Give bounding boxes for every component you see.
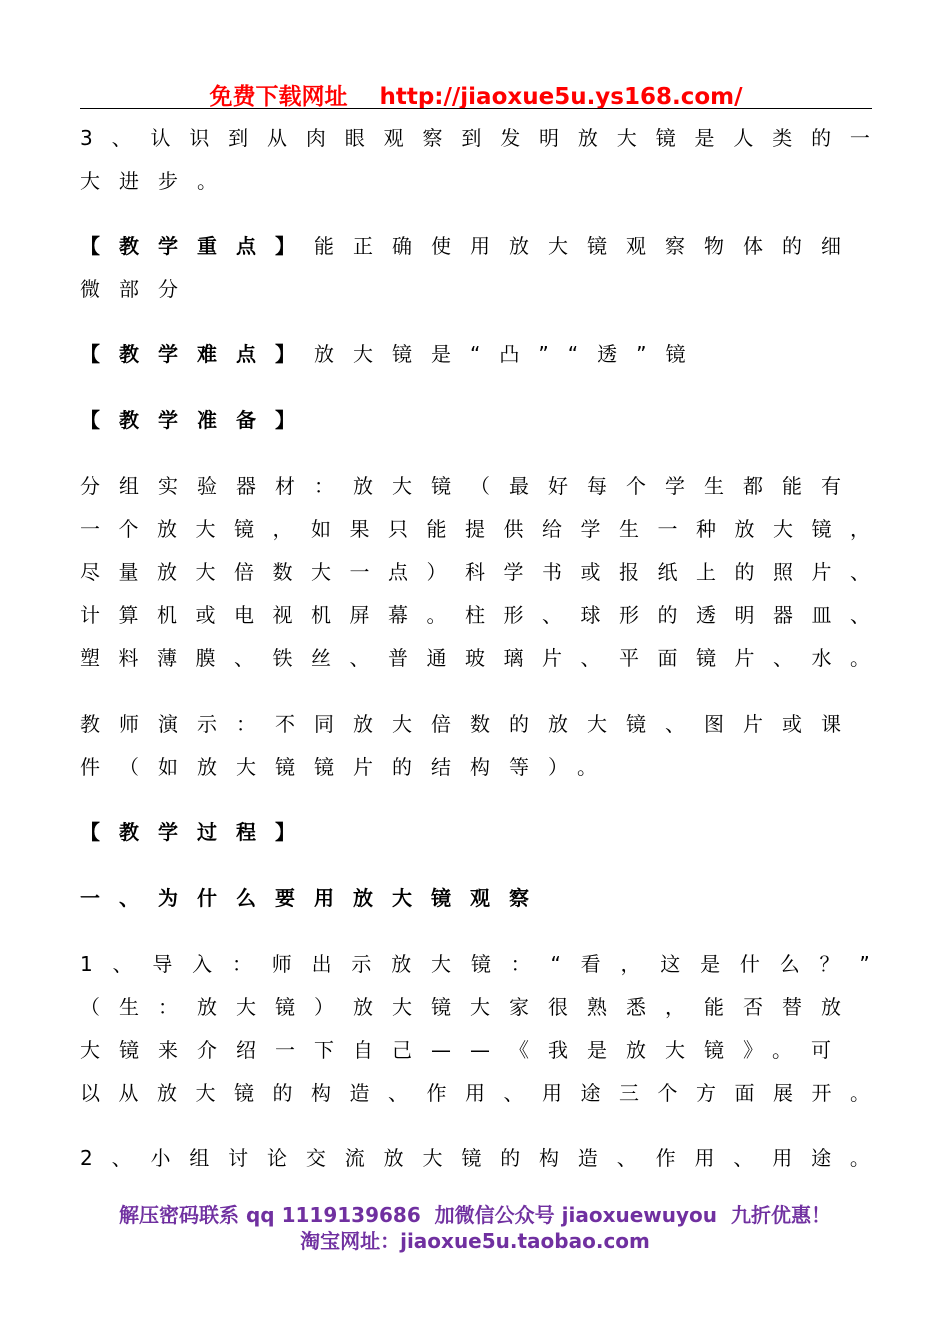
text-glyph: 璃 (503, 646, 524, 670)
text-glyph: 大 (195, 1081, 216, 1105)
text-glyph: 一 (349, 560, 370, 584)
text-glyph: 用 (542, 1081, 562, 1105)
text-glyph: 以 (80, 1081, 100, 1105)
text-glyph: 量 (118, 560, 139, 584)
text-glyph: 倍 (234, 560, 254, 584)
text-glyph: 算 (118, 603, 139, 627)
text-glyph: 的 (657, 603, 678, 627)
header-url-link[interactable]: http://jiaoxue5u.ys168.com/ (379, 84, 743, 110)
text-glyph: 放 (157, 517, 177, 541)
teacher-demo-line-1: 教师演示：不同放大倍数的放大镜、图片或课 (80, 712, 860, 736)
text-glyph: 小 (150, 1146, 171, 1170)
text-glyph: 报 (619, 560, 639, 584)
text-glyph: ” (859, 952, 870, 976)
teacher-demo-line-2: 件（如放大镜镜片的结构等）。 (80, 755, 616, 779)
text-glyph: 、 (733, 1146, 754, 1170)
step1-line-2: （生：放大镜）放大镜大家很熟悉，能否替放 (80, 995, 860, 1019)
text-glyph: 玻 (465, 646, 485, 670)
difficulty (80, 342, 704, 366)
text-glyph: 放 (577, 126, 598, 150)
text-glyph: 镜 (461, 1146, 482, 1170)
text-glyph: 眼 (344, 126, 365, 150)
objective-line-2: 大进步。 (80, 169, 236, 193)
text-glyph: 料 (118, 646, 139, 670)
text-glyph: 大 (311, 560, 331, 584)
text-glyph: 镜 (470, 952, 491, 976)
text-glyph: 大 (422, 1146, 443, 1170)
text-glyph: 通 (426, 646, 447, 670)
text-glyph: 论 (267, 1146, 288, 1170)
footer-contact: 解压密码联系 qq 1119139686 加微信公众号 jiaoxuewuyou 九折优惠！ (119, 1203, 831, 1227)
text-glyph: 形 (503, 603, 524, 627)
text-glyph: 。 (850, 646, 870, 670)
text-glyph: 展 (773, 1081, 793, 1105)
text-glyph: 师 (271, 952, 292, 976)
text-glyph: 、 (850, 603, 870, 627)
text-glyph: 、 (388, 1081, 408, 1105)
text-glyph: 学 (503, 560, 524, 584)
text-glyph: 、 (111, 126, 132, 150)
text-glyph: 到 (228, 126, 249, 150)
text-glyph: 从 (118, 1081, 139, 1105)
text-glyph: 看 (580, 952, 601, 976)
key-point-text: 能正确使用放大镜观察物体的细 (314, 234, 860, 258)
text-glyph: 途 (811, 1146, 832, 1170)
text-glyph: 从 (267, 126, 288, 150)
text-glyph: 大 (616, 126, 637, 150)
text-glyph: 是 (700, 952, 721, 976)
group-materials-line-2 (80, 517, 870, 541)
text-glyph: 电 (234, 603, 254, 627)
section1-heading: 一、为什么要用放大镜观察 (80, 886, 548, 910)
text-glyph: ， (850, 517, 870, 541)
text-glyph: 用 (772, 1146, 793, 1170)
text-glyph: 导 (152, 952, 173, 976)
process-heading: 【教学过程】 (80, 820, 314, 844)
text-glyph: 大 (773, 517, 793, 541)
text-glyph: 丝 (311, 646, 331, 670)
text-glyph: 大 (431, 952, 452, 976)
text-glyph: 观 (383, 126, 404, 150)
text-glyph: ， (620, 952, 641, 976)
text-glyph: 作 (426, 1081, 447, 1105)
text-glyph: 书 (542, 560, 562, 584)
text-glyph: 发 (500, 126, 521, 150)
text-glyph: 、 (773, 646, 793, 670)
text-glyph: 流 (344, 1146, 365, 1170)
group-materials-line-5 (80, 646, 870, 670)
text-glyph: 明 (539, 126, 560, 150)
text-glyph: 2 (80, 1146, 93, 1170)
text-glyph: 或 (580, 560, 601, 584)
text-glyph: 只 (388, 517, 408, 541)
text-glyph: 放 (157, 560, 177, 584)
text-glyph: 开 (811, 1081, 832, 1105)
text-glyph: 机 (311, 603, 331, 627)
text-glyph: 纸 (657, 560, 678, 584)
text-glyph: 。 (850, 1081, 870, 1105)
text-glyph: 造 (349, 1081, 370, 1105)
text-glyph: 能 (426, 517, 447, 541)
objective-line-1 (80, 126, 870, 150)
text-glyph: 尽 (80, 560, 100, 584)
text-glyph: 三 (619, 1081, 639, 1105)
text-glyph: 个 (657, 1081, 678, 1105)
text-glyph: 、 (503, 1081, 524, 1105)
text-glyph: 的 (734, 560, 755, 584)
text-glyph: 的 (272, 1081, 293, 1105)
text-glyph: 认 (150, 126, 171, 150)
text-glyph: 放 (734, 517, 755, 541)
text-glyph: 入 (192, 952, 213, 976)
text-glyph: 方 (696, 1081, 716, 1105)
text-glyph: 镜 (234, 1081, 254, 1105)
difficulty-text: 放大镜是“凸”“透”镜 (314, 342, 705, 366)
download-url-header (80, 78, 872, 111)
text-glyph: 片 (542, 646, 562, 670)
text-glyph: 一 (849, 126, 870, 150)
text-glyph: 薄 (157, 646, 177, 670)
text-glyph: 察 (422, 126, 443, 150)
text-glyph: 什 (739, 952, 760, 976)
text-glyph: 科 (465, 560, 485, 584)
text-glyph: 构 (311, 1081, 331, 1105)
text-glyph: 柱 (465, 603, 485, 627)
group-materials-line-3 (80, 560, 870, 584)
difficulty-label: 【教学难点】 (80, 342, 314, 366)
text-glyph: 球 (580, 603, 601, 627)
text-glyph: ： (231, 952, 252, 976)
text-glyph: 镜 (696, 646, 716, 670)
text-glyph: 平 (619, 646, 639, 670)
text-glyph: 、 (349, 646, 370, 670)
text-glyph: 、 (111, 1146, 132, 1170)
text-glyph: 是 (694, 126, 715, 150)
text-glyph: 、 (616, 1146, 637, 1170)
text-glyph: 机 (157, 603, 177, 627)
text-glyph: 给 (542, 517, 562, 541)
text-glyph: 塑 (80, 646, 100, 670)
text-glyph: 或 (195, 603, 216, 627)
text-glyph: 用 (465, 1081, 485, 1105)
text-glyph: 造 (577, 1146, 598, 1170)
text-glyph: 讨 (228, 1146, 249, 1170)
key-point (80, 234, 860, 258)
text-glyph: 生 (619, 517, 639, 541)
text-glyph: 面 (657, 646, 678, 670)
text-glyph: 。 (426, 603, 447, 627)
text-glyph: 到 (461, 126, 482, 150)
text-glyph: ： (510, 952, 531, 976)
text-glyph: 示 (351, 952, 372, 976)
text-glyph: 、 (542, 603, 562, 627)
text-glyph: 铁 (272, 646, 293, 670)
text-glyph: 提 (465, 517, 485, 541)
step1-line-1 (80, 952, 870, 976)
text-glyph: 的 (811, 126, 832, 150)
text-glyph: 、 (580, 646, 601, 670)
header-label: 免费下载网址 (209, 84, 348, 110)
text-glyph: 。 (849, 1146, 870, 1170)
text-glyph: 片 (811, 560, 832, 584)
text-glyph: 器 (773, 603, 793, 627)
text-glyph: 作 (655, 1146, 676, 1170)
text-glyph: 如 (311, 517, 331, 541)
text-glyph: 大 (195, 560, 216, 584)
group-materials-line-1: 分组实验器材：放大镜（最好每个学生都能有 (80, 474, 860, 498)
footer-shop-link[interactable]: 淘宝网址：jiaoxue5u.taobao.com (300, 1229, 650, 1253)
text-glyph: 镜 (655, 126, 676, 150)
text-glyph: 放 (383, 1146, 404, 1170)
text-glyph: 这 (660, 952, 681, 976)
text-glyph: 、 (234, 646, 254, 670)
text-glyph: 水 (811, 646, 832, 670)
preparation-heading: 【教学准备】 (80, 408, 314, 432)
text-glyph: 面 (734, 1081, 755, 1105)
text-glyph: 幕 (388, 603, 408, 627)
text-glyph: ？ (819, 952, 840, 976)
text-glyph: ， (272, 517, 293, 541)
text-glyph: 屏 (349, 603, 370, 627)
text-glyph: 用 (694, 1146, 715, 1170)
text-glyph: 点 (388, 560, 408, 584)
text-glyph: 一 (657, 517, 678, 541)
step2-line-1 (80, 1146, 870, 1170)
text-glyph: 视 (272, 603, 293, 627)
text-glyph: 识 (189, 126, 210, 150)
text-glyph: 透 (696, 603, 716, 627)
text-glyph: 类 (772, 126, 793, 150)
text-glyph: 皿 (811, 603, 832, 627)
text-glyph: 学 (580, 517, 601, 541)
text-glyph: 大 (195, 517, 216, 541)
text-glyph: 供 (503, 517, 524, 541)
text-glyph: 、 (850, 560, 870, 584)
text-glyph: 3 (80, 126, 93, 150)
text-glyph: 膜 (195, 646, 216, 670)
key-point-label: 【教学重点】 (80, 234, 314, 258)
text-glyph: 放 (391, 952, 412, 976)
header-divider (80, 108, 872, 109)
text-glyph: 么 (779, 952, 800, 976)
text-glyph: 种 (696, 517, 716, 541)
text-glyph: ） (426, 560, 447, 584)
text-glyph: 、 (112, 952, 133, 976)
group-materials-line-4 (80, 603, 870, 627)
text-glyph: 交 (305, 1146, 326, 1170)
step1-line-3: 大镜来介绍一下自己——《我是放大镜》。可 (80, 1038, 850, 1062)
text-glyph: 一 (80, 517, 100, 541)
text-glyph: 镜 (234, 517, 254, 541)
text-glyph: 镜 (811, 517, 832, 541)
text-glyph: 计 (80, 603, 100, 627)
text-glyph: 果 (349, 517, 370, 541)
text-glyph: 片 (734, 646, 755, 670)
text-glyph: 个 (118, 517, 139, 541)
text-glyph: 普 (388, 646, 408, 670)
text-glyph: 的 (500, 1146, 521, 1170)
text-glyph: “ (550, 952, 561, 976)
key-point-line-2: 微部分 (80, 277, 197, 301)
text-glyph: 组 (189, 1146, 210, 1170)
text-glyph: 明 (734, 603, 755, 627)
text-glyph: 形 (619, 603, 639, 627)
text-glyph: 1 (80, 952, 93, 976)
text-glyph: 数 (272, 560, 293, 584)
text-glyph: 构 (539, 1146, 560, 1170)
text-glyph: 放 (157, 1081, 177, 1105)
text-glyph: 上 (696, 560, 716, 584)
text-glyph: 出 (311, 952, 332, 976)
text-glyph: 照 (773, 560, 793, 584)
step1-line-4 (80, 1081, 870, 1105)
text-glyph: 途 (580, 1081, 601, 1105)
text-glyph: 肉 (305, 126, 326, 150)
text-glyph: 人 (733, 126, 754, 150)
